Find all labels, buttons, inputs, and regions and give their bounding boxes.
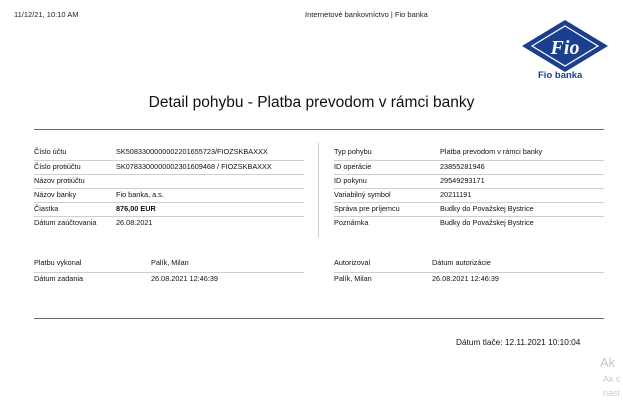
activation-watermark-1: Ak [600,355,616,370]
left-label: Dátum zaúčtovania [34,218,97,227]
executor-value: Palík, Milan [151,258,189,267]
right-row [334,160,604,173]
entry-date-label: Dátum zadania [34,274,84,283]
right-value: Platba prevodom v rámci banky [440,147,543,156]
right-label: ID operácie [334,162,372,171]
right-row [334,188,604,201]
right-value: Budky do Považskej Bystrice [440,204,534,213]
left-row [34,160,304,173]
left-value: 26.08.2021 [116,218,153,227]
right-row [334,174,604,187]
authorization-header-row [334,257,604,269]
entry-date-row [34,272,304,285]
authorized-by: Palík, Milan [334,274,372,283]
right-label: Typ pohybu [334,147,372,156]
left-value: SK5083300000002201655723/FIOZSKBAXXX [116,147,268,156]
right-row [334,146,604,158]
top-divider [34,129,604,130]
right-label: Variabilný symbol [334,190,391,199]
left-label: Číslo účtu [34,147,67,156]
executor-row [34,257,304,269]
column-divider [318,143,319,238]
authorization-date-label: Dátum autorizácie [432,258,491,267]
print-datetime: 11/12/21, 10:10 AM [14,10,79,19]
executor-label: Platbu vykonal [34,258,82,267]
right-value: Budky do Považskej Bystrice [440,218,534,227]
left-label: Číslo protiúčtu [34,162,81,171]
page-header-site: Internetové bankovníctvo | Fio banka [305,10,428,19]
right-row [334,202,604,215]
right-label: ID pokynu [334,176,367,185]
activation-watermark-3: nast [603,388,621,398]
right-value: 23855281946 [440,162,485,171]
amount-value: 876,00 EUR [116,204,156,213]
left-row [34,216,304,229]
page-title: Detail pohybu - Platba prevodom v rámci banky [148,94,475,111]
right-row [334,216,604,229]
activation-watermark-2: Ak c [603,374,621,384]
left-value: Fio banka, a.s. [116,190,164,199]
left-row [34,174,304,187]
right-value: 29549293171 [440,176,485,185]
print-date: Dátum tlače: 12.11.2021 10:10:04 [456,337,581,347]
left-row [34,202,304,215]
entry-date-value: 26.08.2021 12:46:39 [151,274,218,283]
bottom-divider [34,318,604,319]
right-label: Správa pre príjemcu [334,204,400,213]
logo-mark: Fio [550,37,580,59]
left-value: SK0783300000002301609468 / FIOZSKBAXXX [116,162,272,171]
left-label: Čiastka [34,204,59,213]
logo-name: Fio banka [538,70,583,81]
left-row [34,146,304,158]
left-row [34,188,304,201]
authorized-label: Autorizoval [334,258,371,267]
right-label: Poznámka [334,218,369,227]
right-value: 20211191 [440,190,472,199]
left-label: Názov banky [34,190,77,199]
authorization-row [334,272,604,285]
left-label: Názov protiúčtu [34,176,85,185]
authorization-date: 26.08.2021 12:46:39 [432,274,499,283]
